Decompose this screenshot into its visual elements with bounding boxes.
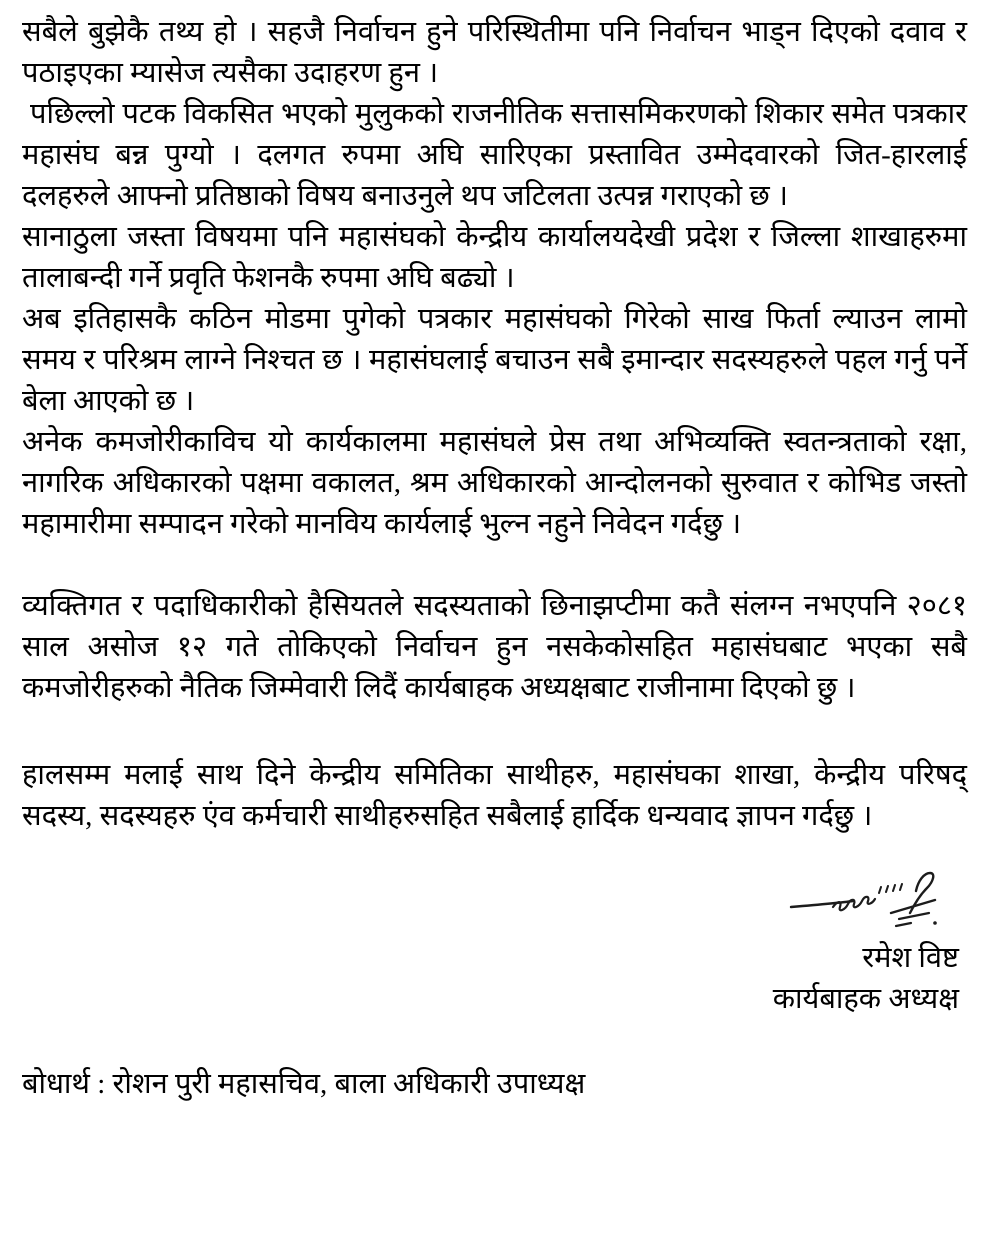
body-paragraph: सबैले बुझेकै तथ्य हो । सहजै निर्वाचन हुने परिस्थितीमा पनि निर्वाचन भाड्न दिएको दवाव र पठाइएका म्यासेज त्यसैका उदाहरण हुन ।: [22, 16, 967, 89]
letter-body: [22, 12, 967, 837]
body-paragraph: हालसम्म मलाई साथ दिने केन्द्रीय समितिका साथीहरु, महासंघका शाखा, केन्द्रीय परिषद् सदस्य, सदस्यहरु एंव कर्मचारी साथीहरुसहित सबैलाई हार्दिक धन्यवाद ज्ञापन गर्दछु ।: [22, 759, 967, 832]
body-paragraph: अनेक कमजोरीकाविच यो कार्यकालमा महासंघले प्रेस तथा अभिव्यक्ति स्वतन्त्रताको रक्षा, नागरिक अधिकारको पक्षमा वकालत, श्रम अधिकारको आन्दोलनको सुरुवात र कोभिड जस्तो महामारीमा सम्पादन गरेको मानविय कार्यलाई भुल्न नहुने निवेदन गर्दछु ।: [22, 426, 967, 540]
cc-line: बोधार्थ : रोशन पुरी महासचिव, बाला अधिकारी उपाध्यक्ष: [22, 1068, 586, 1100]
signatory-name: रमेश विष्ट: [862, 942, 959, 974]
body-paragraph: अब इतिहासकै कठिन मोडमा पुगेको पत्रकार महासंघको गिरेको साख फिर्ता ल्याउन लामो समय र परिश्रम लाग्ने निश्चत छ । महासंघलाई बचाउन सबै इमान्दार सदस्यहरुले पहल गर्नु पर्ने बेला आएको छ ।: [22, 303, 967, 417]
body-paragraph: व्यक्तिगत र पदाधिकारीको हैसियतले सदस्यताको छिनाझप्टीमा कतै संलग्न नभएपनि २०८१ साल असोज १२ गते तोकिएको निर्वाचन हुन नसकेकोसहित महासंघबाट भएका सबै कमजोरीहरुको नैतिक जिम्मेवारी लिदैं कार्यबाहक अध्यक्षबाट राजीनामा दिएको छु ।: [22, 590, 967, 704]
signature-block: [22, 867, 967, 1020]
body-paragraph: पछिल्लो पटक विकसित भएको मुलुकको राजनीतिक सत्तासमिकरणको शिकार समेत पत्रकार महासंघ बन्न पुग्यो । दलगत रुपमा अघि सारिएका प्रस्तावित उम्मेदवारको जित-हारलाई दलहरुले आफ्नो प्रतिष्ठाको विषय बनाउनुले थप जटिलता उत्पन्न गराएको छ ।: [22, 98, 967, 212]
signature-image: [787, 867, 945, 929]
signatory-title: कार्यबाहक अध्यक्ष: [772, 983, 959, 1015]
body-paragraph: सानाठुला जस्ता विषयमा पनि महासंघको केन्द्रीय कार्यालयदेखी प्रदेश र जिल्ला शाखाहरुमा तालाबन्दी गर्ने प्रवृति फेशनकै रुपमा अघि बढ्यो ।: [22, 221, 967, 294]
